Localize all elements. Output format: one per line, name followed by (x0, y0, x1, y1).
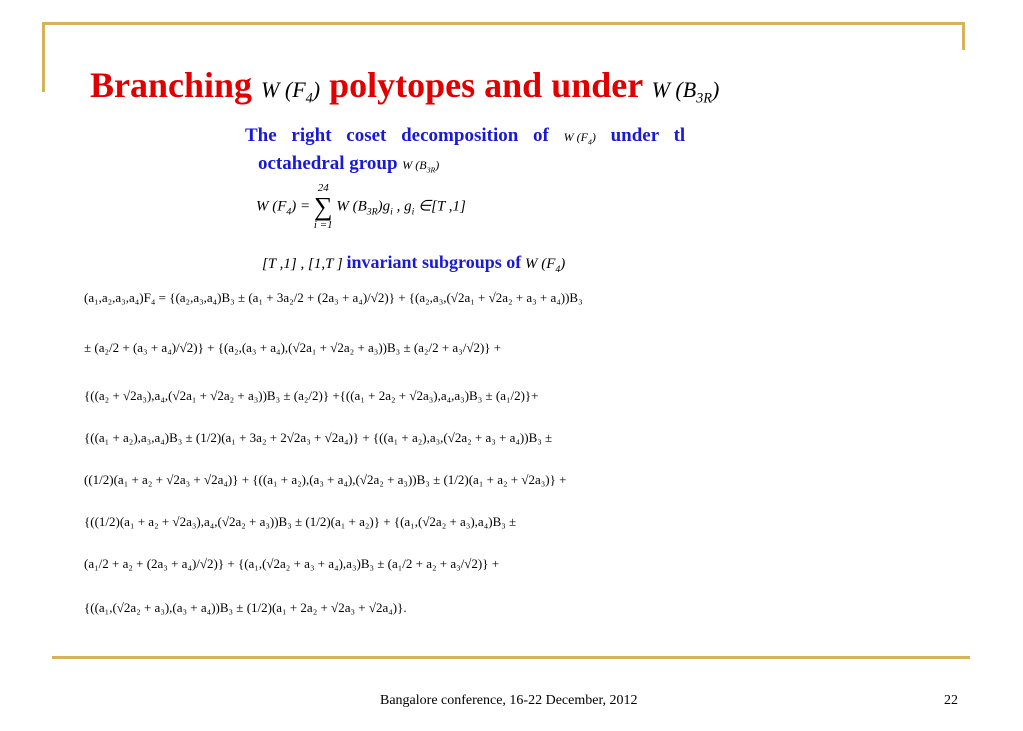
title-lead: Branching (90, 65, 253, 105)
intro-math-wf4: W $(F_4)$ (563, 130, 596, 147)
title-math-wb3r: W $(B_{3R})$ (651, 77, 720, 107)
frame-top-line (42, 22, 964, 25)
frame-right-line (962, 22, 965, 50)
equation-row-3: {((a₂ + √2a₃),a₄,(√2a₁ + √2a₂ + a₃))B₃ ± (a₂/2)} +{((a₁ + 2a₂ + √2a₃),a₄,a₃)B₃ ± (a₁/2)}+ (84, 388, 539, 403)
title-mid: polytopes and under (329, 65, 643, 105)
frame-bottom-line (52, 656, 970, 659)
intro-line-1: The right coset decomposition of W $(F_4)$ under tl (245, 125, 686, 147)
equation-row-4: {((a₁ + a₂),a₃,a₄)B₃ ± (1/2)(a₁ + 3a₂ + 2√2a₃ + √2a₄)} + {((a₁ + a₂),a₃,(√2a₂ + a₃ + a₄))B₃ ± (84, 430, 553, 445)
slide-title (90, 64, 719, 107)
title-math-wf4: W $(F_4)$ (261, 77, 321, 107)
equation-row-8: {((a₁,(√2a₂ + a₃),(a₃ + a₄))B₃ ± (1/2)(a₁ + 2a₂ + √2a₃ + √2a₄)}. (84, 600, 407, 615)
equation-row-1: (a₁,a₂,a₃,a₄)F₄ = {(a₂,a₃,a₄)B₃ ± (a₁ + 3a₂/2 + (2a₃ + a₄)/√2)} + {(a₂,a₃,(√2a₁ + √2a₂ + a₃ + a₄))B₃ (84, 290, 583, 305)
equation-row-6: {((1/2)(a₁ + a₂ + √2a₃),a₄,(√2a₂ + a₃))B₃ ± (1/2)(a₁ + a₂)} + {(a₁,(√2a₂ + a₃),a₄)B₃ ± (84, 514, 517, 529)
decomposition-equation: W $(F_4) = 24$ ∑ i =1 W $(B_{3R})g_i$ , $g_i$ ∈[T ,1] (256, 182, 466, 231)
equation-row-2: ± (a₂/2 + (a₃ + a₄)/√2)} + {(a₂,(a₃ + a₄),(√2a₁ + √2a₂ + a₃))B₃ ± (a₂/2 + a₃/√2)} + (84, 340, 502, 355)
intro-line-2: octahedral group W $(B_{3R})$ (258, 153, 440, 175)
page-number: 22 (944, 693, 958, 708)
invariant-subgroups-line: [T ,1] , [1,T ] invariant subgroups of W $(F_4)$ (262, 252, 566, 275)
frame-left-line (42, 22, 45, 92)
equation-row-7: (a₁/2 + a₂ + (2a₃ + a₄)/√2)} + {(a₁,(√2a₂ + a₃ + a₄),a₃)B₃ ± (a₁/2 + a₂ + a₃/√2)} + (84, 556, 500, 571)
equation-row-5: ((1/2)(a₁ + a₂ + √2a₃ + √2a₄)} + {((a₁ + a₂),(a₃ + a₄),(√2a₂ + a₃))B₃ ± (1/2)(a₁ + a₂ + √2a₃)} + (84, 472, 567, 487)
intro-math-wb3r: W $(B_{3R})$ (402, 158, 440, 175)
footer-conference: Bangalore conference, 16-22 December, 2012 (380, 693, 638, 708)
summation-symbol: 24 ∑ i =1 (313, 182, 333, 231)
